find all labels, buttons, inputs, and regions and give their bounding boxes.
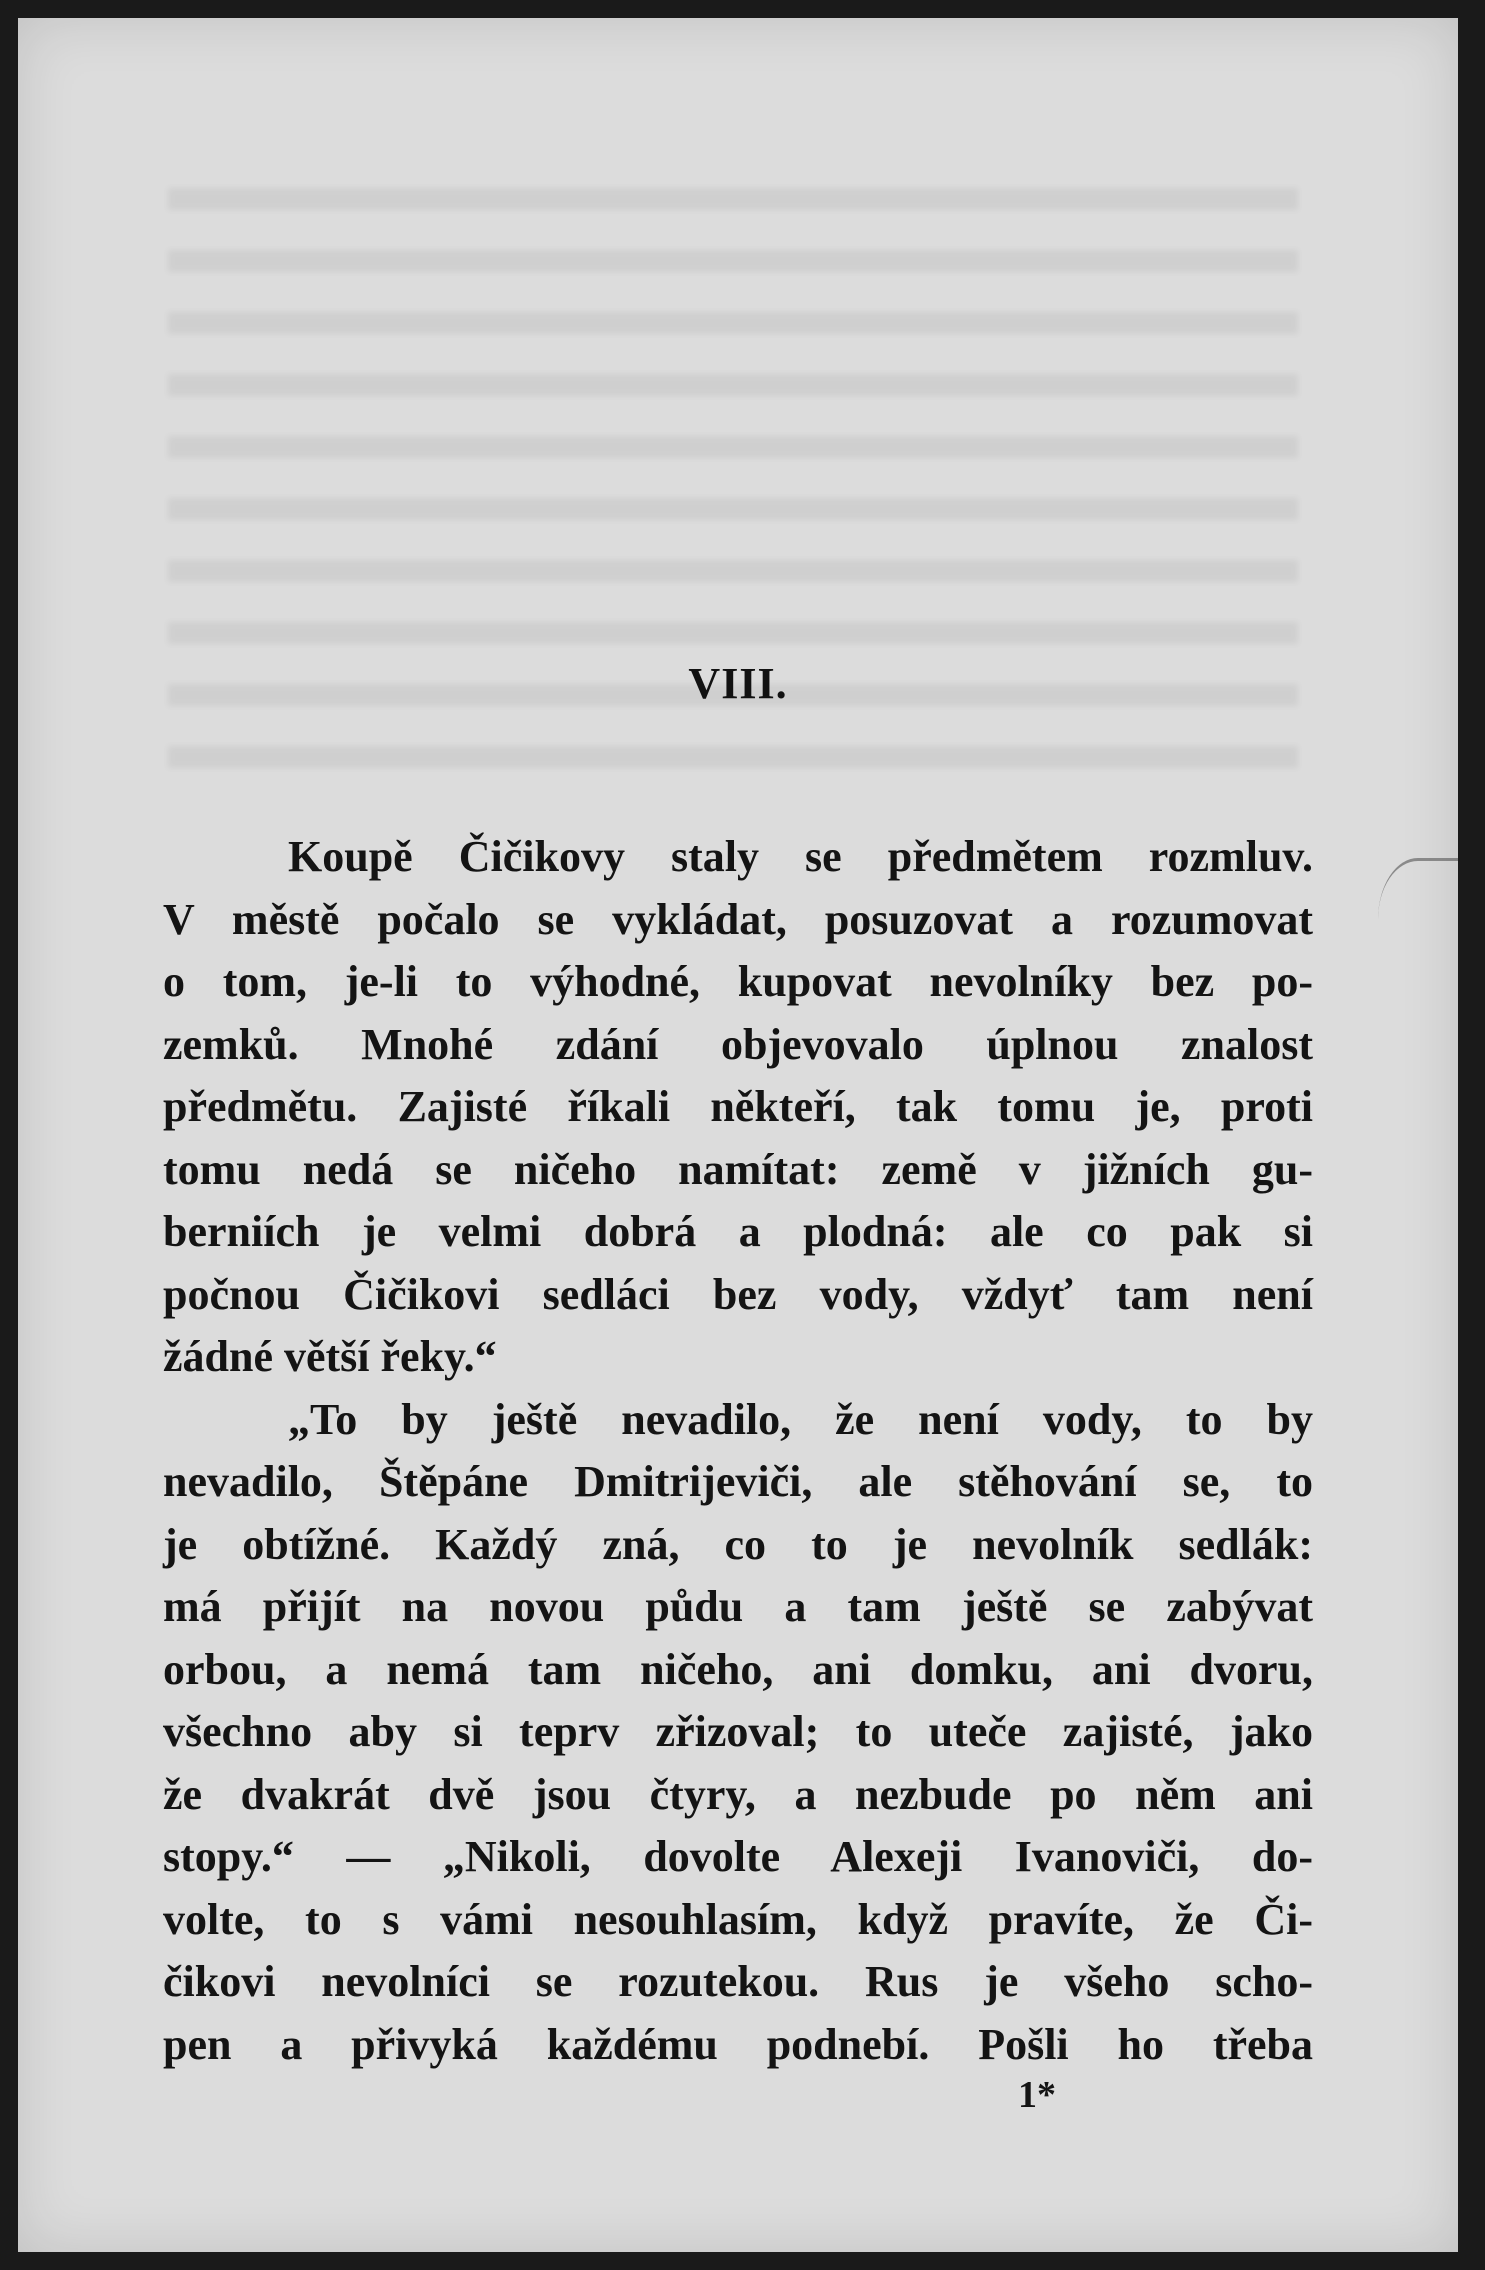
margin-mark xyxy=(1378,858,1458,981)
text-line: nevadilo, Štěpáne Dmitrijeviči, ale stěhování se, to xyxy=(163,1457,1313,1506)
text-line: má přijít na novou půdu a tam ještě se zabývat xyxy=(163,1582,1313,1631)
text-line: zemků. Mnohé zdání objevovalo úplnou znalost xyxy=(163,1019,1313,1069)
body-text xyxy=(163,826,1313,2076)
text-line: orbou, a nemá tam ničeho, ani domku, ani dvoru, xyxy=(163,1644,1313,1694)
text-line: stopy.“ — „Nikoli, dovolte Alexeji Ivanoviči, do- xyxy=(163,1832,1313,1881)
text-line: pen a přivyká každému podnebí. Pošli ho třeba xyxy=(163,2019,1313,2069)
text-line: Koupě Čičikovy staly se předmětem rozmluv. xyxy=(288,832,1313,881)
text-line: počnou Čičikovi sedláci bez vody, vždyť tam není xyxy=(163,1269,1313,1319)
text-line: o tom, je-li to výhodné, kupovat nevolníky bez po- xyxy=(163,957,1313,1006)
text-line: V městě počalo se vykládat, posuzovat a rozumovat xyxy=(163,894,1313,944)
text-line: berniích je velmi dobrá a plodná: ale co pak si xyxy=(163,1207,1313,1256)
text-line: předmětu. Zajisté říkali někteří, tak tomu je, proti xyxy=(163,1082,1313,1131)
text-line: tomu nedá se ničeho namítat: země v jižních gu- xyxy=(163,1144,1313,1194)
chapter-heading: VIII. xyxy=(688,659,788,708)
book-page xyxy=(18,18,1458,2252)
text-line: že dvakrát dvě jsou čtyry, a nezbude po něm ani xyxy=(163,1769,1313,1819)
text-line: všechno aby si teprv zřizoval; to uteče zajisté, jako xyxy=(163,1707,1313,1756)
text-line: žádné větší řeky.“ xyxy=(163,1332,497,1381)
text-line: „To by ještě nevadilo, že není vody, to by xyxy=(288,1394,1313,1444)
text-line: čikovi nevolníci se rozutekou. Rus je všeho scho- xyxy=(163,1957,1313,2006)
text-line: volte, to s vámi nesouhlasím, když pravíte, že Či- xyxy=(163,1894,1313,1944)
text-line: je obtížné. Každý zná, co to je nevolník sedlák: xyxy=(163,1519,1313,1569)
signature-mark: 1* xyxy=(1018,2074,1056,2116)
bleed-through-text xyxy=(168,188,1298,808)
